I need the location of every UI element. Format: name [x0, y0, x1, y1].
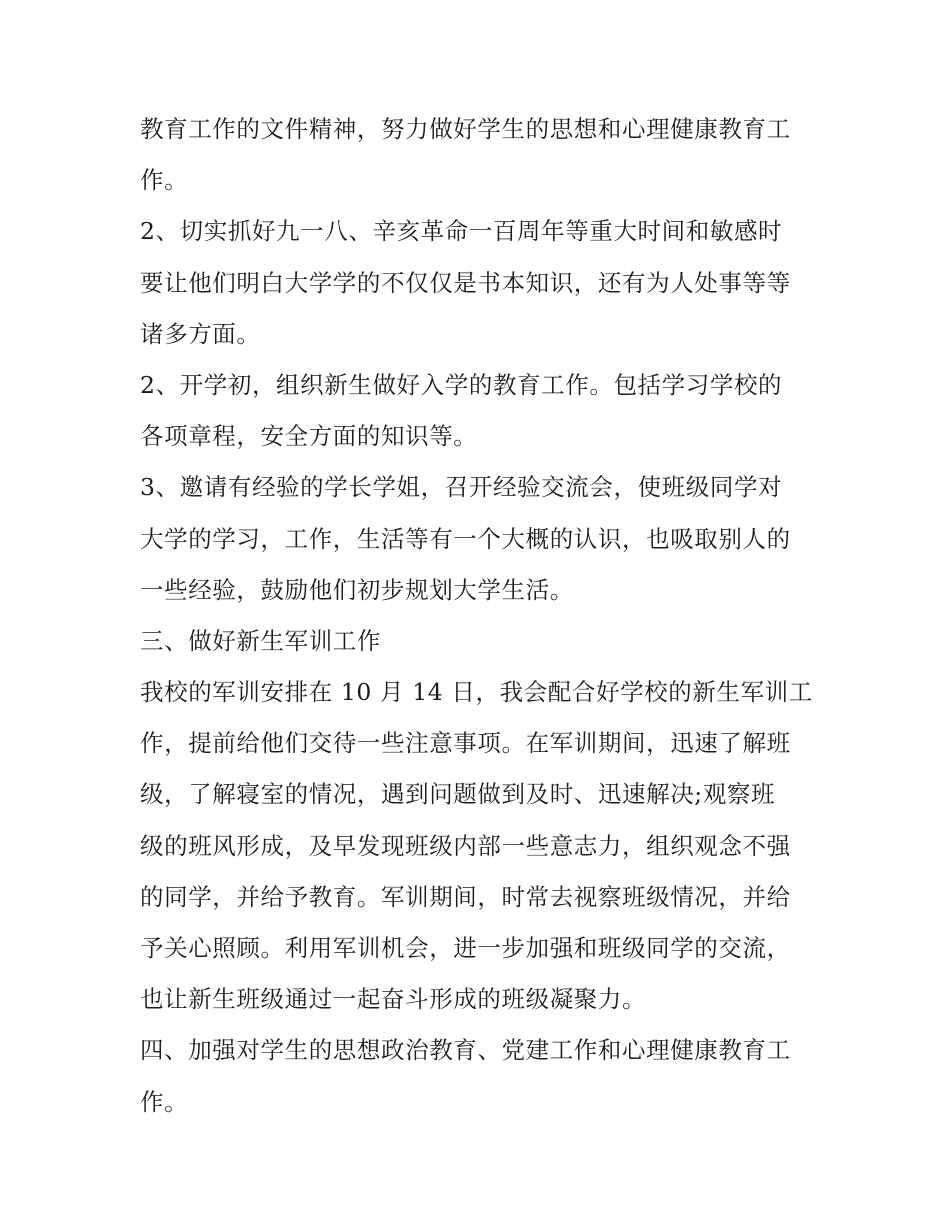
- text-line: 要让他们明白大学学的不仅仅是书本知识，还有为人处事等等: [140, 268, 791, 297]
- text-line: 的同学，并给予教育。军训期间，时常去视察班级情况，并给: [140, 882, 791, 911]
- text-line: 级，了解寝室的情况，遇到问题做到及时、迅速解决;观察班: [140, 780, 776, 809]
- text-line: 予关心照顾。利用军训机会，进一步加强和班级同学的交流，: [140, 934, 791, 962]
- section-heading: 三、做好新生军训工作: [140, 626, 381, 655]
- document-body: [140, 104, 820, 1128]
- text-line: 2、切实抓好九一八、辛亥革命一百周年等重大时间和敏感时: [140, 217, 783, 246]
- text-line: 我校的军训安排在 10 月 14 日，我会配合好学校的新生军训工: [140, 678, 813, 707]
- text-line: 作，提前给他们交待一些注意事项。在军训期间，迅速了解班: [140, 729, 791, 758]
- text-line: 大学的学习，工作，生活等有一个大概的认识，也吸取别人的: [140, 524, 791, 553]
- section-heading: 四、加强对学生的思想政治教育、党建工作和心理健康教育工: [140, 1036, 791, 1065]
- text-line: 各项章程，安全方面的知识等。: [140, 422, 478, 451]
- text-line: 一些经验，鼓励他们初步规划大学生活。: [140, 575, 574, 604]
- text-line: 作。: [140, 166, 189, 195]
- text-line: 教育工作的文件精神，努力做好学生的思想和心理健康教育工: [140, 115, 791, 143]
- text-line: 3、邀请有经验的学长学姐，召开经验交流会，使班级同学对: [140, 473, 783, 502]
- text-line: 也让新生班级通过一起奋斗形成的班级凝聚力。: [140, 985, 647, 1014]
- text-line: 诸多方面。: [140, 319, 261, 348]
- text-line: 2、开学初，组织新生做好入学的教育工作。包括学习学校的: [140, 370, 783, 399]
- text-line: 作。: [140, 1087, 189, 1116]
- text-line: 级的班风形成，及早发现班级内部一些意志力，组织观念不强: [140, 831, 791, 860]
